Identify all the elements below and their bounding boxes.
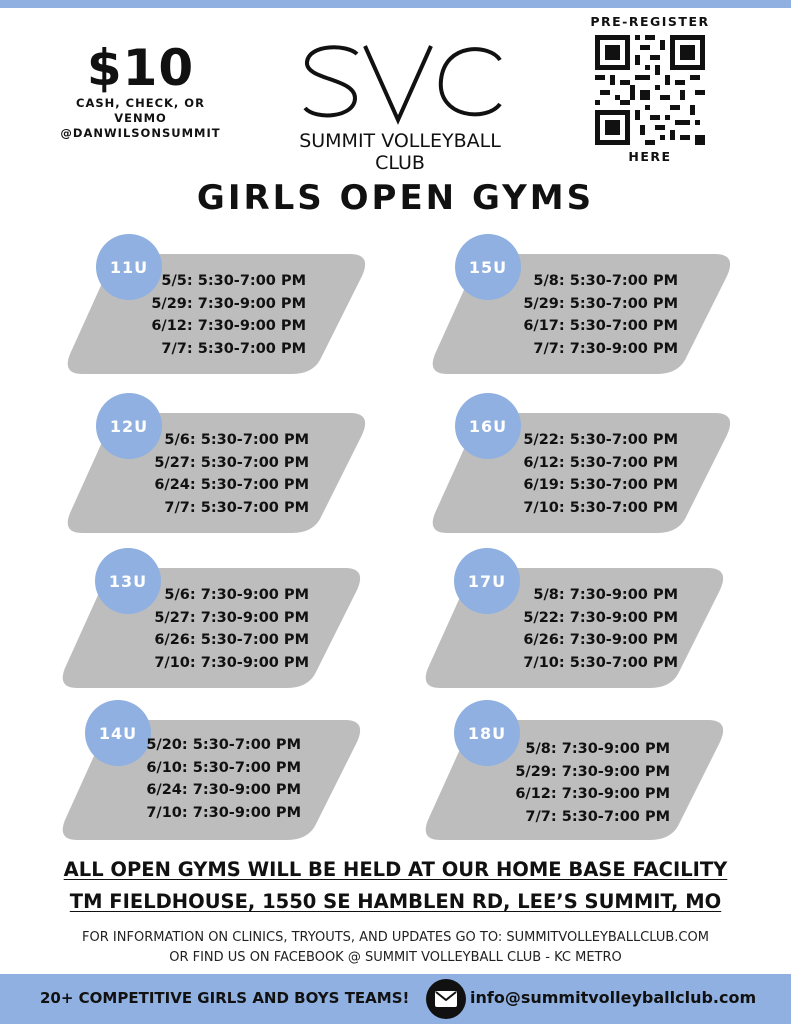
session-date-item: 6/19: 5:30-7:00 PM: [523, 477, 678, 493]
session-dates: [151, 270, 306, 360]
age-group-badge: 16U: [455, 393, 521, 459]
session-date-item: 7/7: 5:30-7:00 PM: [164, 499, 309, 516]
session-date-item: 6/26: 5:30-7:00 PM: [154, 632, 309, 648]
session-date-item: 7/10: 5:30-7:00 PM: [523, 499, 678, 516]
preregister-block[interactable]: [570, 14, 730, 164]
venmo-handle: @DANWILSONSUMMIT: [60, 126, 221, 140]
session-date-item: 6/24: 5:30-7:00 PM: [154, 477, 309, 493]
session-date-item: 6/12: 7:30-9:00 PM: [151, 318, 306, 334]
page-title: GIRLS OPEN GYMS: [196, 178, 595, 218]
session-date-item: 5/8: 5:30-7:00 PM: [533, 273, 678, 289]
session-dates: [154, 584, 309, 674]
session-date-item: 5/5: 5:30-7:00 PM: [161, 273, 306, 289]
session-dates: [523, 270, 678, 360]
envelope-icon[interactable]: [426, 979, 466, 1019]
price-amount: $10: [86, 39, 195, 97]
session-date-item: 6/10: 5:30-7:00 PM: [146, 759, 301, 776]
session-date-item: 5/27: 7:30-9:00 PM: [154, 609, 309, 626]
age-group-badge: 11U: [96, 234, 162, 300]
age-group-badge: 13U: [95, 548, 161, 614]
info-block: [0, 928, 791, 968]
envelope-glyph-icon: [435, 991, 457, 1007]
schedule-card-15u: [425, 234, 735, 379]
location-line-1: ALL OPEN GYMS WILL BE HELD AT OUR HOME BASE FACILITY: [63, 858, 728, 881]
info-line-1: FOR INFORMATION ON CLINICS, TRYOUTS, AND UPDATES GO TO: SUMMITVOLLEYBALLCLUB.COM: [82, 930, 709, 945]
payment-methods-venmo: VENMO: [114, 111, 167, 125]
session-date-item: 5/27: 5:30-7:00 PM: [154, 454, 309, 471]
session-date-item: 6/24: 7:30-9:00 PM: [146, 782, 301, 798]
session-date-item: 7/10: 7:30-9:00 PM: [146, 804, 301, 821]
teams-tagline: 20+ COMPETITIVE GIRLS AND BOYS TEAMS!: [40, 989, 410, 1007]
here-label: HERE: [628, 149, 672, 164]
preregister-label: PRE-REGISTER: [590, 14, 710, 29]
svc-monogram-icon: [295, 40, 505, 126]
price-block: [28, 40, 253, 141]
qr-code-icon[interactable]: [595, 35, 705, 145]
schedule-card-17u: [418, 548, 728, 693]
session-dates: [515, 738, 670, 828]
session-date-item: 5/20: 5:30-7:00 PM: [146, 737, 301, 753]
session-dates: [146, 734, 301, 824]
schedule-card-13u: [55, 548, 365, 693]
top-accent-bar: [0, 0, 791, 8]
location-block: [0, 854, 791, 918]
payment-methods: CASH, CHECK, OR: [76, 96, 205, 110]
session-date-item: 5/6: 7:30-9:00 PM: [164, 587, 309, 603]
session-date-item: 5/29: 5:30-7:00 PM: [523, 295, 678, 312]
session-date-item: 5/22: 7:30-9:00 PM: [523, 609, 678, 626]
age-group-badge: 12U: [96, 393, 162, 459]
schedule-card-16u: [425, 393, 735, 538]
session-date-item: 6/12: 7:30-9:00 PM: [515, 786, 670, 802]
session-date-item: 7/7: 5:30-7:00 PM: [525, 808, 670, 825]
age-group-badge: 18U: [454, 700, 520, 766]
schedule-card-14u: [55, 700, 365, 845]
session-date-item: 5/8: 7:30-9:00 PM: [525, 741, 670, 757]
session-date-item: 6/26: 7:30-9:00 PM: [523, 632, 678, 648]
session-date-item: 7/7: 5:30-7:00 PM: [161, 340, 306, 357]
location-address: TM FIELDHOUSE, 1550 SE HAMBLEN RD, LEE’S SUMMIT, MO: [69, 890, 722, 913]
session-dates: [523, 584, 678, 674]
footer-bar: [0, 974, 791, 1024]
club-name: SUMMIT VOLLEYBALL CLUB: [299, 130, 501, 174]
session-date-item: 7/10: 5:30-7:00 PM: [523, 654, 678, 671]
age-group-badge: 14U: [85, 700, 151, 766]
age-group-badge: 17U: [454, 548, 520, 614]
session-date-item: 7/10: 7:30-9:00 PM: [154, 654, 309, 671]
session-date-item: 6/17: 5:30-7:00 PM: [523, 318, 678, 334]
session-date-item: 5/22: 5:30-7:00 PM: [523, 432, 678, 448]
session-date-item: 5/29: 7:30-9:00 PM: [515, 763, 670, 780]
contact-email[interactable]: info@summitvolleyballclub.com: [470, 988, 757, 1007]
age-group-badge: 15U: [455, 234, 521, 300]
session-date-item: 7/7: 7:30-9:00 PM: [533, 340, 678, 357]
session-dates: [154, 429, 309, 519]
session-date-item: 5/6: 5:30-7:00 PM: [164, 432, 309, 448]
schedule-card-11u: [60, 234, 370, 379]
session-dates: [523, 429, 678, 519]
club-logo: [290, 40, 510, 174]
schedule-card-12u: [60, 393, 370, 538]
session-date-item: 5/29: 7:30-9:00 PM: [151, 295, 306, 312]
schedule-card-18u: [418, 700, 728, 845]
session-date-item: 6/12: 5:30-7:00 PM: [523, 454, 678, 471]
session-date-item: 5/8: 7:30-9:00 PM: [533, 587, 678, 603]
info-line-2: OR FIND US ON FACEBOOK @ SUMMIT VOLLEYBALL CLUB - KC METRO: [169, 950, 622, 965]
